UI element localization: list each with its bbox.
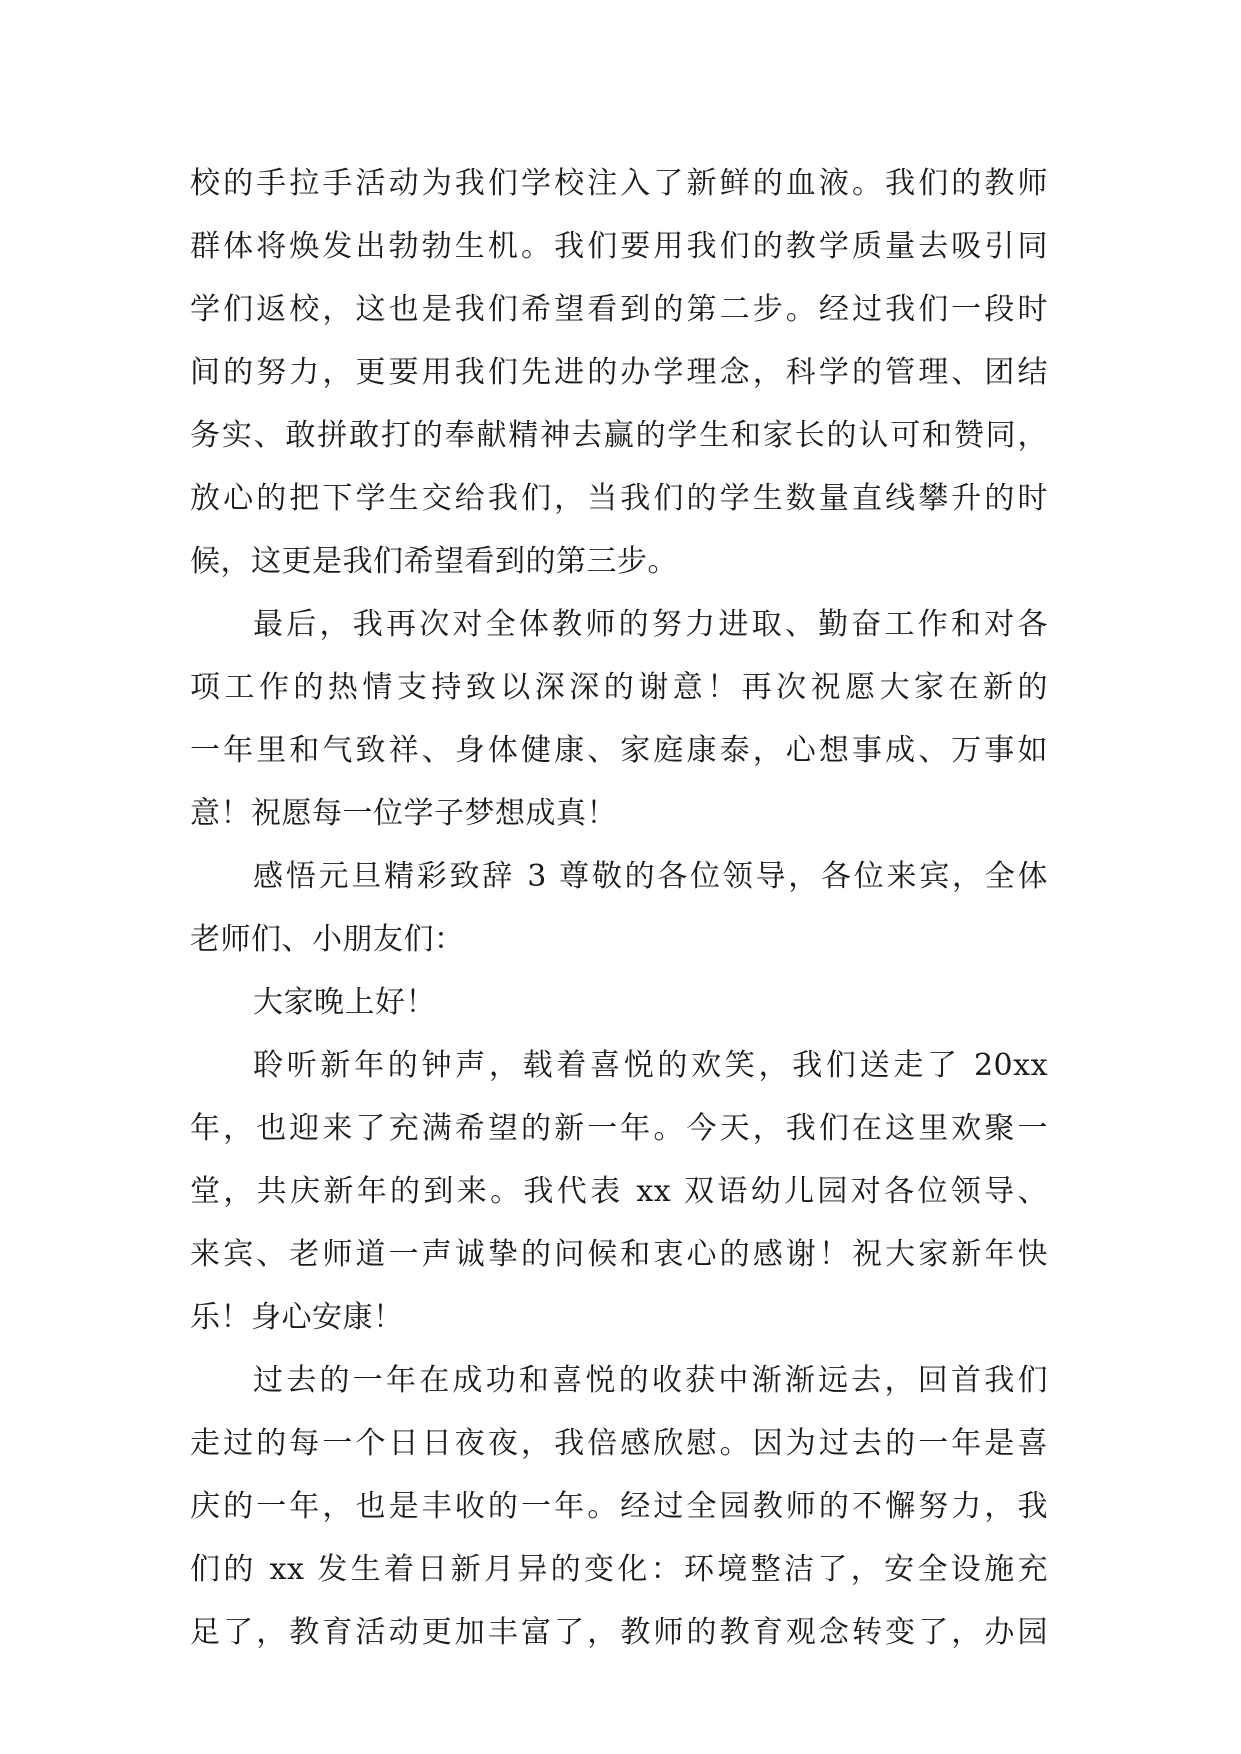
text-line: 候，这更是我们希望看到的第三步。 [190,544,678,579]
text-line: 走过的每一个日日夜夜，我倍感欣慰。因为过去的一年是喜 [190,1426,1048,1461]
text-line: 务实、敢拼敢打的奉献精神去赢的学生和家长的认可和赞同， [190,418,1048,453]
document-body [190,152,1048,1664]
text-line: 间的努力，更要用我们先进的办学理念，科学的管理、团结 [190,355,1048,390]
paragraph [190,152,1048,593]
text-line: 们的 xx 发生着日新月异的变化：环境整洁了，安全设施充 [190,1552,1048,1587]
text-line: 一年里和气致祥、身体健康、家庭康泰，心想事成、万事如 [190,733,1048,768]
text-line: 放心的把下学生交给我们，当我们的学生数量直线攀升的时 [190,481,1048,516]
text-line: 学们返校，这也是我们希望看到的第二步。经过我们一段时 [190,292,1048,327]
text-line: 项工作的热情支持致以深深的谢意！再次祝愿大家在新的 [190,670,1048,705]
text-line: 感悟元旦精彩致辞 3 尊敬的各位领导，各位来宾，全体 [253,859,1048,894]
text-line: 最后，我再次对全体教师的努力进取、勤奋工作和对各 [253,607,1048,642]
text-line: 过去的一年在成功和喜悦的收获中渐渐远去，回首我们 [253,1363,1048,1398]
paragraph [190,1034,1048,1349]
paragraph [190,845,1048,971]
text-line: 意！祝愿每一位学子梦想成真！ [190,796,617,831]
text-line: 足了，教育活动更加丰富了，教师的教育观念转变了，办园 [190,1615,1048,1650]
text-line: 年，也迎来了充满希望的新一年。今天，我们在这里欢聚一 [190,1111,1048,1146]
text-line: 大家晚上好！ [253,985,436,1020]
paragraph [190,1349,1048,1664]
text-line: 来宾、老师道一声诚挚的问候和衷心的感谢！祝大家新年快 [190,1237,1048,1272]
text-line: 老师们、小朋友们： [190,922,465,957]
text-line: 堂，共庆新年的到来。我代表 xx 双语幼儿园对各位领导、 [190,1174,1048,1209]
text-line: 聆听新年的钟声，载着喜悦的欢笑，我们送走了 20xx [253,1048,1048,1083]
text-line: 群体将焕发出勃勃生机。我们要用我们的教学质量去吸引同 [190,229,1048,264]
text-line: 乐！身心安康！ [190,1300,404,1335]
paragraph [190,593,1048,845]
text-line: 庆的一年，也是丰收的一年。经过全园教师的不懈努力，我 [190,1489,1048,1524]
text-line: 校的手拉手活动为我们学校注入了新鲜的血液。我们的教师 [190,166,1048,201]
paragraph [190,971,1048,1034]
